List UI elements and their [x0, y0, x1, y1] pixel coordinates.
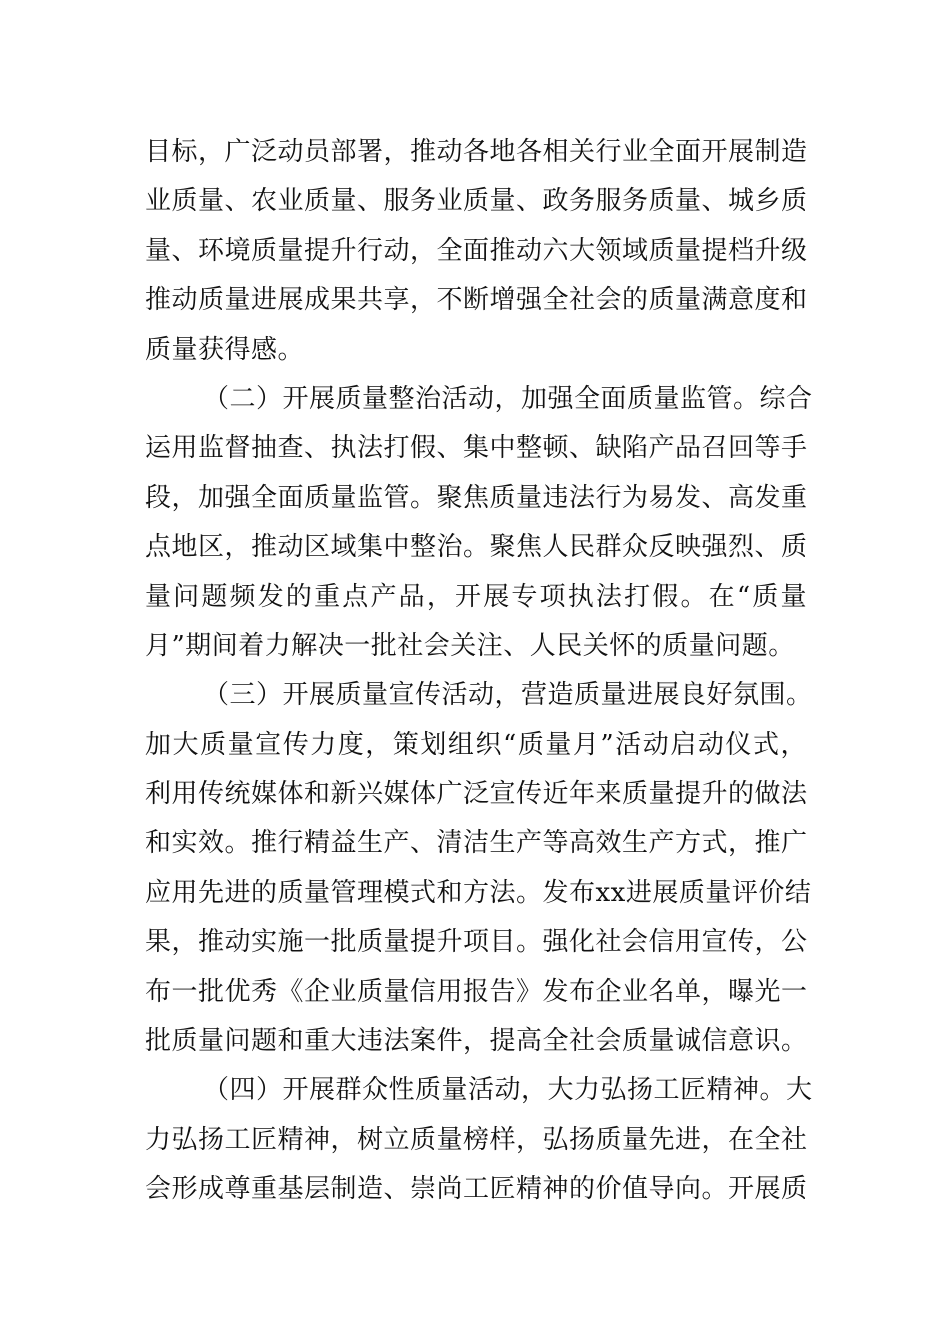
text-line: 果，推动实施一批质量提升项目。强化社会信用宣传，公 — [145, 927, 808, 958]
text-line: 力弘扬工匠精神，树立质量榜样，弘扬质量先进，在全社 — [145, 1124, 808, 1155]
text-line: 月”期间着力解决一批社会关注、人民关怀的质量问题。 — [145, 630, 795, 661]
text-line: 目标，广泛动员部署，推动各地各相关行业全面开展制造 — [145, 137, 808, 167]
text-line: 推动质量进展成果共享，不断增强全社会的质量满意度和 — [145, 285, 808, 316]
text-line: 量、环境质量提升行动，全面推动六大领域质量提档升级 — [145, 235, 808, 266]
paragraph-1 — [145, 128, 807, 375]
text-line: 运用监督抽查、执法打假、集中整顿、缺陷产品召回等手 — [145, 433, 808, 464]
text-line: 点地区，推动区域集中整治。聚焦人民群众反映强烈、质 — [145, 532, 808, 563]
text-line: 加大质量宣传力度，策划组织“质量月”活动启动仪式， — [145, 729, 807, 760]
text-line: 段，加强全面质量监管。聚焦质量违法行为易发、高发重 — [145, 482, 808, 513]
paragraph-2 — [145, 375, 813, 671]
text-line: 量问题频发的重点产品，开展专项执法打假。在“质量 — [145, 581, 807, 612]
text-line: （四）开展群众性质量活动，大力弘扬工匠精神。大 — [203, 1075, 813, 1106]
document-body — [145, 128, 813, 1215]
text-line: 批质量问题和重大违法案件，提高全社会质量诚信意识。 — [145, 1026, 808, 1057]
paragraph-4 — [145, 1066, 813, 1214]
text-line: 布一批优秀《企业质量信用报告》发布企业名单，曝光一 — [145, 976, 808, 1007]
text-line: 和实效。推行精益生产、清洁生产等高效生产方式，推广 — [145, 828, 808, 859]
text-line: 质量获得感。 — [145, 334, 305, 365]
paragraph-3 — [145, 671, 813, 1066]
text-line: （二）开展质量整治活动，加强全面质量监管。综合 — [203, 383, 813, 414]
text-line: 业质量、农业质量、服务业质量、政务服务质量、城乡质 — [145, 186, 808, 217]
text-line: 应用先进的质量管理模式和方法。发布xx进展质量评价结 — [145, 877, 812, 908]
text-line: （三）开展质量宣传活动，营造质量进展良好氛围。 — [203, 680, 813, 711]
text-line: 利用传统媒体和新兴媒体广泛宣传近年来质量提升的做法 — [145, 779, 808, 810]
text-line: 会形成尊重基层制造、崇尚工匠精神的价值导向。开展质 — [145, 1174, 808, 1205]
